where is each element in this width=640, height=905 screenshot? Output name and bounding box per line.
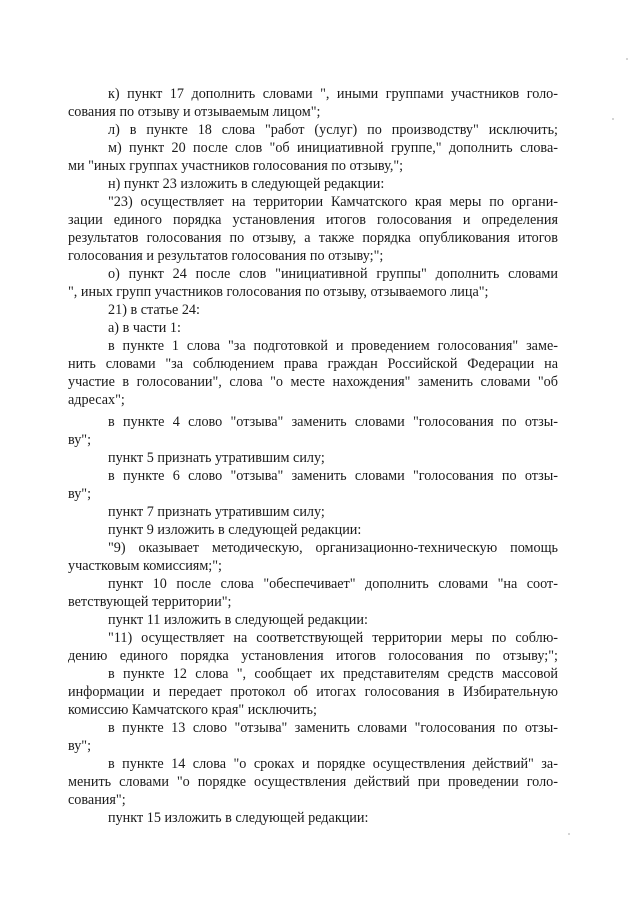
text-line: к) пункт 17 дополнить словами ", иными группами участников голо- <box>108 86 558 102</box>
text-line: пункт 11 изложить в следующей редакции: <box>108 612 368 628</box>
scan-speck <box>626 58 628 60</box>
text-line: "11) осуществляет на соответствующей территории меры по соблю- <box>108 630 559 646</box>
text-line: сования по отзыву и отзываемым лицом"; <box>68 104 321 120</box>
text-line: адресах"; <box>68 392 125 408</box>
text-line: ми "иных группах участников голосования по отзыву,"; <box>68 158 404 174</box>
scan-speck <box>612 118 614 120</box>
text-line: голосования и результатов голосования по отзыву;"; <box>68 248 384 264</box>
text-line: участие в голосовании", слова "о месте нахождения" заменить словами "об <box>68 374 558 390</box>
text-line: в пункте 13 слово "отзыва" заменить словами "голосования по отзы- <box>108 720 559 736</box>
text-line: в пункте 12 слова ", сообщает их представителям средств массовой <box>108 666 559 682</box>
text-line: "23) осуществляет на территории Камчатского края меры по органи- <box>108 194 559 210</box>
text-line: ву"; <box>68 432 92 448</box>
text-line: о) пункт 24 после слов "инициативной группы" дополнить словами <box>108 266 558 282</box>
text-line: 21) в статье 24: <box>108 302 200 318</box>
text-line: н) пункт 23 изложить в следующей редакции: <box>108 176 385 192</box>
text-line: пункт 10 после слова "обеспечивает" дополнить словами "на соот- <box>108 576 558 592</box>
text-line: в пункте 14 слова "о сроках и порядке осуществления действий" за- <box>108 756 558 772</box>
text-line: а) в части 1: <box>108 320 181 336</box>
text-line: пункт 15 изложить в следующей редакции: <box>108 810 369 826</box>
text-line: информации и передает протокол об итогах голосования в Избирательную <box>68 684 559 700</box>
text-line: в пункте 6 слово "отзыва" заменить словами "голосования по отзы- <box>108 468 558 484</box>
text-line: ", иных групп участников голосования по отзыву, отзываемого лица"; <box>68 284 489 300</box>
text-line: менить словами "о порядке осуществления действий при проведении голо- <box>68 774 558 790</box>
text-line: сования"; <box>68 792 126 808</box>
text-line: пункт 5 признать утратившим силу; <box>108 450 325 466</box>
text-line: л) в пункте 18 слова "работ (услуг) по производству" исключить; <box>108 122 558 138</box>
text-line: дению единого порядка установления итогов голосования по отзыву;"; <box>68 648 558 664</box>
text-line: зации единого порядка установления итогов голосования и определения <box>68 212 559 228</box>
text-line: нить словами "за соблюдением права граждан Российской Федерации на <box>68 356 559 372</box>
text-line: участковым комиссиям;"; <box>68 558 222 574</box>
text-line: пункт 7 признать утратившим силу; <box>108 504 325 520</box>
text-line: ву"; <box>68 486 92 502</box>
scan-speck <box>568 833 570 835</box>
text-line: в пункте 1 слова "за подготовкой и проведением голосования" заме- <box>108 338 558 354</box>
text-line: в пункте 4 слово "отзыва" заменить словами "голосования по отзы- <box>108 414 558 430</box>
text-line: ву"; <box>68 738 92 754</box>
text-line: результатов голосования по отзыву, а также порядка опубликования итогов <box>68 230 558 246</box>
text-line: комиссию Камчатского края" исключить; <box>68 702 317 718</box>
text-line: пункт 9 изложить в следующей редакции: <box>108 522 362 538</box>
text-line: "9) оказывает методическую, организационно-техническую помощь <box>108 540 558 556</box>
text-line: м) пункт 20 после слов "об инициативной группе," дополнить слова- <box>108 140 558 156</box>
text-line: ветствующей территории"; <box>68 594 232 610</box>
